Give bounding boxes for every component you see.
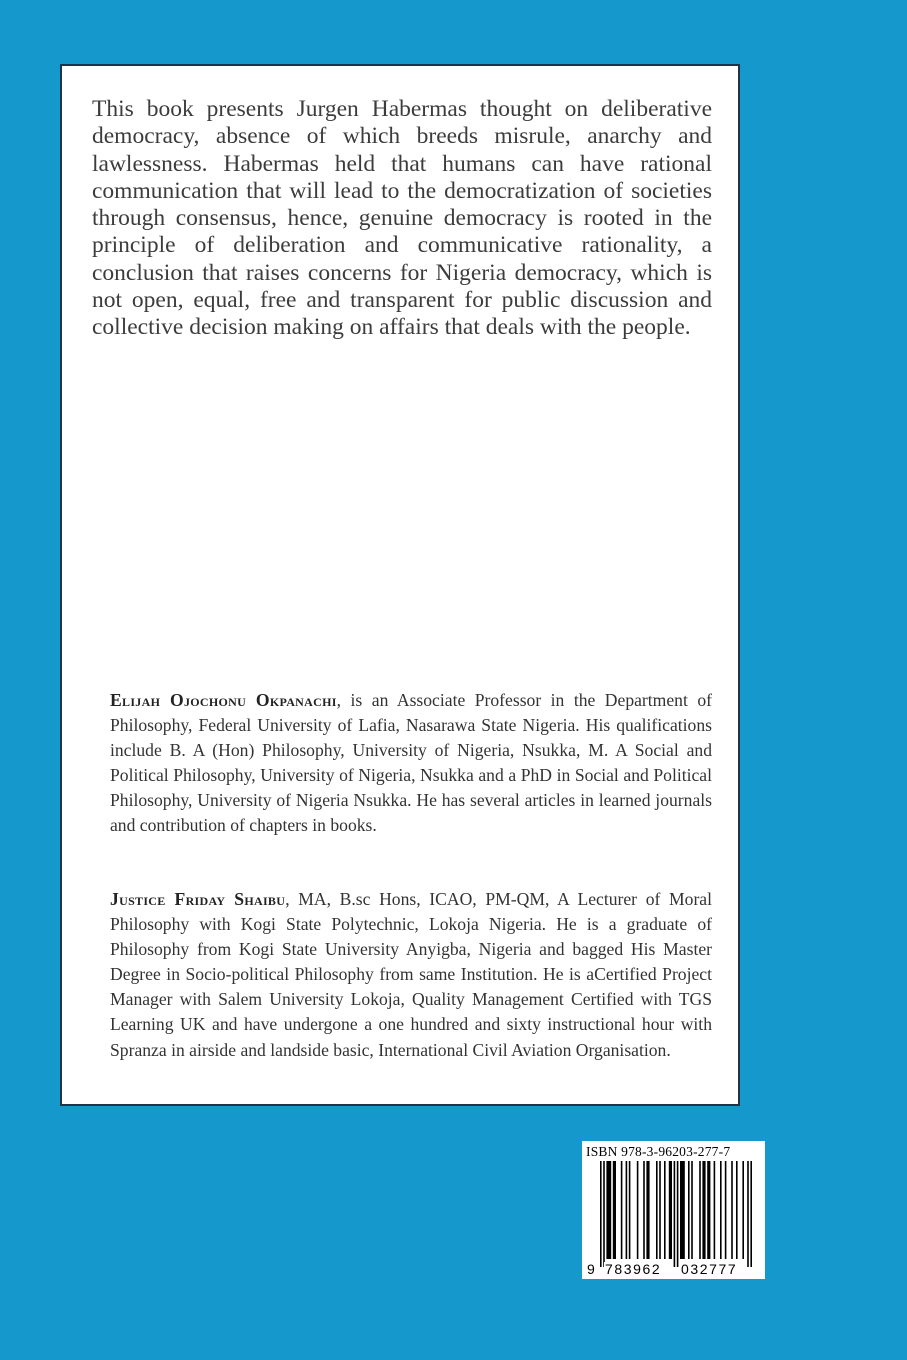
- author-name-2: Justice Friday Shaibu: [110, 889, 286, 909]
- barcode-bar: [731, 1161, 733, 1259]
- author-bio-2: [110, 887, 712, 1063]
- author-bio-1: [110, 688, 712, 839]
- author-bio-text-1: , is an Associate Professor in the Department of Philosophy, Federal University of Lafia, Nasarawa State Nigeria. His qualifications include B. A (Hon) Philosophy, University of Nigeria, Nsukka, M. A Social and Political Philosophy, University of Nigeria, Nsukka and a PhD in Social and Political Philosophy, University of Nigeria Nsukka. He has several articles in learned journals and contribution of chapters in books.: [110, 690, 712, 836]
- barcode-lead-digit: 9: [587, 1261, 595, 1277]
- barcode-bar: [637, 1161, 639, 1259]
- barcode-left-digits: 783962: [605, 1261, 662, 1277]
- barcode-bar: [714, 1161, 716, 1259]
- barcode-bar: [643, 1161, 645, 1259]
- barcode-bar: [699, 1161, 701, 1259]
- barcode-bar: [688, 1161, 690, 1259]
- barcode-bars: [586, 1161, 761, 1271]
- barcode-bar: [677, 1161, 679, 1267]
- barcode-bar: [736, 1161, 738, 1259]
- author-bio-text-2: , MA, B.sc Hons, ICAO, PM-QM, A Lecturer of Moral Philosophy with Kogi State Polytechnic, Lokoja Nigeria. He is a graduate of Philosophy from Kogi State University Anyigba, Nigeria and bagged His Master Degree in Socio-political Philosophy from same Institution. He is aCertified Project Manager with Salem University Lokoja, Quality Management Certified with TGS Learning UK and have undergone a one hundred and sixty instructional hour with Spranza in airside and landside basic, International Civil Aviation Organisation.: [110, 889, 713, 1060]
- barcode-bar: [669, 1161, 672, 1259]
- barcode-right-digits: 032777: [681, 1261, 738, 1277]
- description-panel: [60, 64, 740, 1106]
- barcode-bar: [603, 1161, 605, 1267]
- barcode-bar: [680, 1161, 685, 1259]
- barcode-bar: [674, 1161, 676, 1267]
- barcode-bar: [664, 1161, 666, 1259]
- author-name-1: Elijah Ojochonu Okpanachi: [110, 690, 337, 710]
- barcode-bar: [613, 1161, 616, 1259]
- barcode-bar: [629, 1161, 631, 1259]
- book-blurb: This book presents Jurgen Habermas thought on deliberative democracy, absence of which breeds misrule, anarchy and lawlessness. Habermas held that humans can have rational communication that will lead to the democratization of societies through consensus, hence, genuine democracy is rooted in the principle of deliberation and communicative rationality, a conclusion that raises concerns for Nigeria democracy, which is not open, equal, free and transparent for public discussion and collective decision making on affairs that deals with the people.: [92, 96, 712, 341]
- barcode-bar: [626, 1161, 628, 1259]
- barcode-bar: [646, 1161, 649, 1259]
- isbn-label: ISBN 978-3-96203-277-7: [586, 1144, 731, 1159]
- barcode-bar: [742, 1161, 744, 1259]
- barcode-bar: [750, 1161, 752, 1267]
- barcode-bar: [720, 1161, 722, 1259]
- barcode-bar: [707, 1161, 710, 1259]
- barcode-bar: [747, 1161, 749, 1267]
- barcode-bar: [606, 1161, 611, 1259]
- isbn-barcode: [582, 1141, 765, 1279]
- barcode-bar: [621, 1161, 623, 1259]
- barcode-bar: [600, 1161, 602, 1267]
- barcode-bar: [659, 1161, 661, 1259]
- barcode-bar: [691, 1161, 693, 1259]
- barcode-bar: [725, 1161, 727, 1259]
- barcode-bar: [702, 1161, 705, 1259]
- barcode-bar: [656, 1161, 658, 1259]
